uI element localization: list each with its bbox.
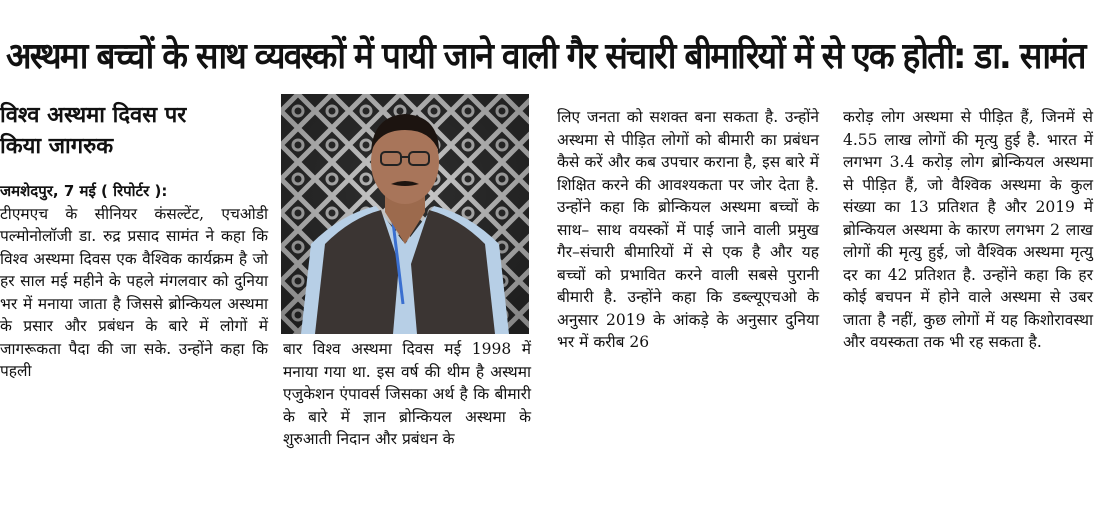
- subheadline: [0, 100, 270, 162]
- article-column-2: [283, 338, 531, 451]
- doctor-photo: [281, 94, 529, 334]
- article-column-1: [0, 180, 268, 383]
- subheadline-line-1: विश्व अस्थमा दिवस पर: [0, 103, 187, 128]
- article-column-4: [843, 106, 1093, 354]
- column-2-text: बार विश्व अस्थमा दिवस मई 1998 में मनाया गया था. इस वर्ष की थीम है अस्थमा एजुकेशन एंपावर्स जिसका अर्थ है कि बीमारी के बारे में ज्ञान ब्रोन्कियल अस्थमा के शुरुआती निदान और प्रबंधन के: [283, 340, 531, 448]
- column-3-text: लिए जनता को सशक्त बना सकता है. उन्होंने अस्थमा से पीड़ित लोगों को बीमारी का प्रबंधन कैसे करें और कब उपचार कराना है, इस बारे में शिक्षित करने की आवश्यकता पर जोर देता है. उन्होंने कहा कि ब्रोन्कियल अस्थमा बच्चों के साथ– साथ वयस्कों में पाई जाने वाली प्रमुख गैर–संचारी बीमारियों में से एक है और यह बच्चों को प्रभावित करने वाली सबसे पुरानी बीमारी है. उन्होंने कहा कि डब्ल्यूएचओ के अनुसार 2019 के आंकड़े के अनुसार दुनिया भर में करीब 26: [557, 108, 819, 351]
- subheadline-line-2: किया जागरुक: [0, 134, 114, 159]
- article-column-3: [557, 106, 819, 354]
- column-1-text: टीएमएच के सीनियर कंसल्टेंट, एचओडी पल्मोनोलॉजी डा. रुद्र प्रसाद सामंत ने कहा कि विश्व अस्थमा दिवस एक वैश्विक कार्यक्रम है जो हर साल मई महीने के पहले मंगलवार को दुनिया भर में मनाया जाता है जिससे ब्रोन्कियल अस्थमा के प्रसार और प्रबंधन के बारे में लोगों में जागरूकता पैदा की जा सके. उन्होंने कहा कि पहली: [0, 204, 268, 380]
- headline: अस्थमा बच्चों के साथ व्यवस्कों में पायी जाने वाली गैर संचारी बीमारियों में से एक होती: डा. सामंत: [6, 36, 1085, 77]
- doctor-portrait-image: [281, 94, 529, 334]
- dateline: जमशेदपुर, 7 मई ( रिपोर्टर ):: [0, 182, 168, 200]
- column-4-text: करोड़ लोग अस्थमा से पीड़ित हैं, जिनमें से 4.55 लाख लोगों की मृत्यु हुई है. भारत में लगभग 3.4 करोड़ लोग ब्रोन्कियल अस्थमा से पीड़ित हैं, जो वैश्विक अस्थमा के कुल संख्या का 13 प्रतिशत है और 2019 में ब्रोन्कियल अस्थमा के कारण लगभग 2 लाख लोगों की मृत्यु हुई, जो वैश्विक अस्थमा मृत्यु दर का 42 प्रतिशत है. उन्होंने कहा कि हर कोई बचपन में होने वाले अस्थमा से उबर जाता है नहीं, कुछ लोगों में यह किशोरावस्था और वयस्कता तक भी रह सकता है.: [843, 108, 1093, 351]
